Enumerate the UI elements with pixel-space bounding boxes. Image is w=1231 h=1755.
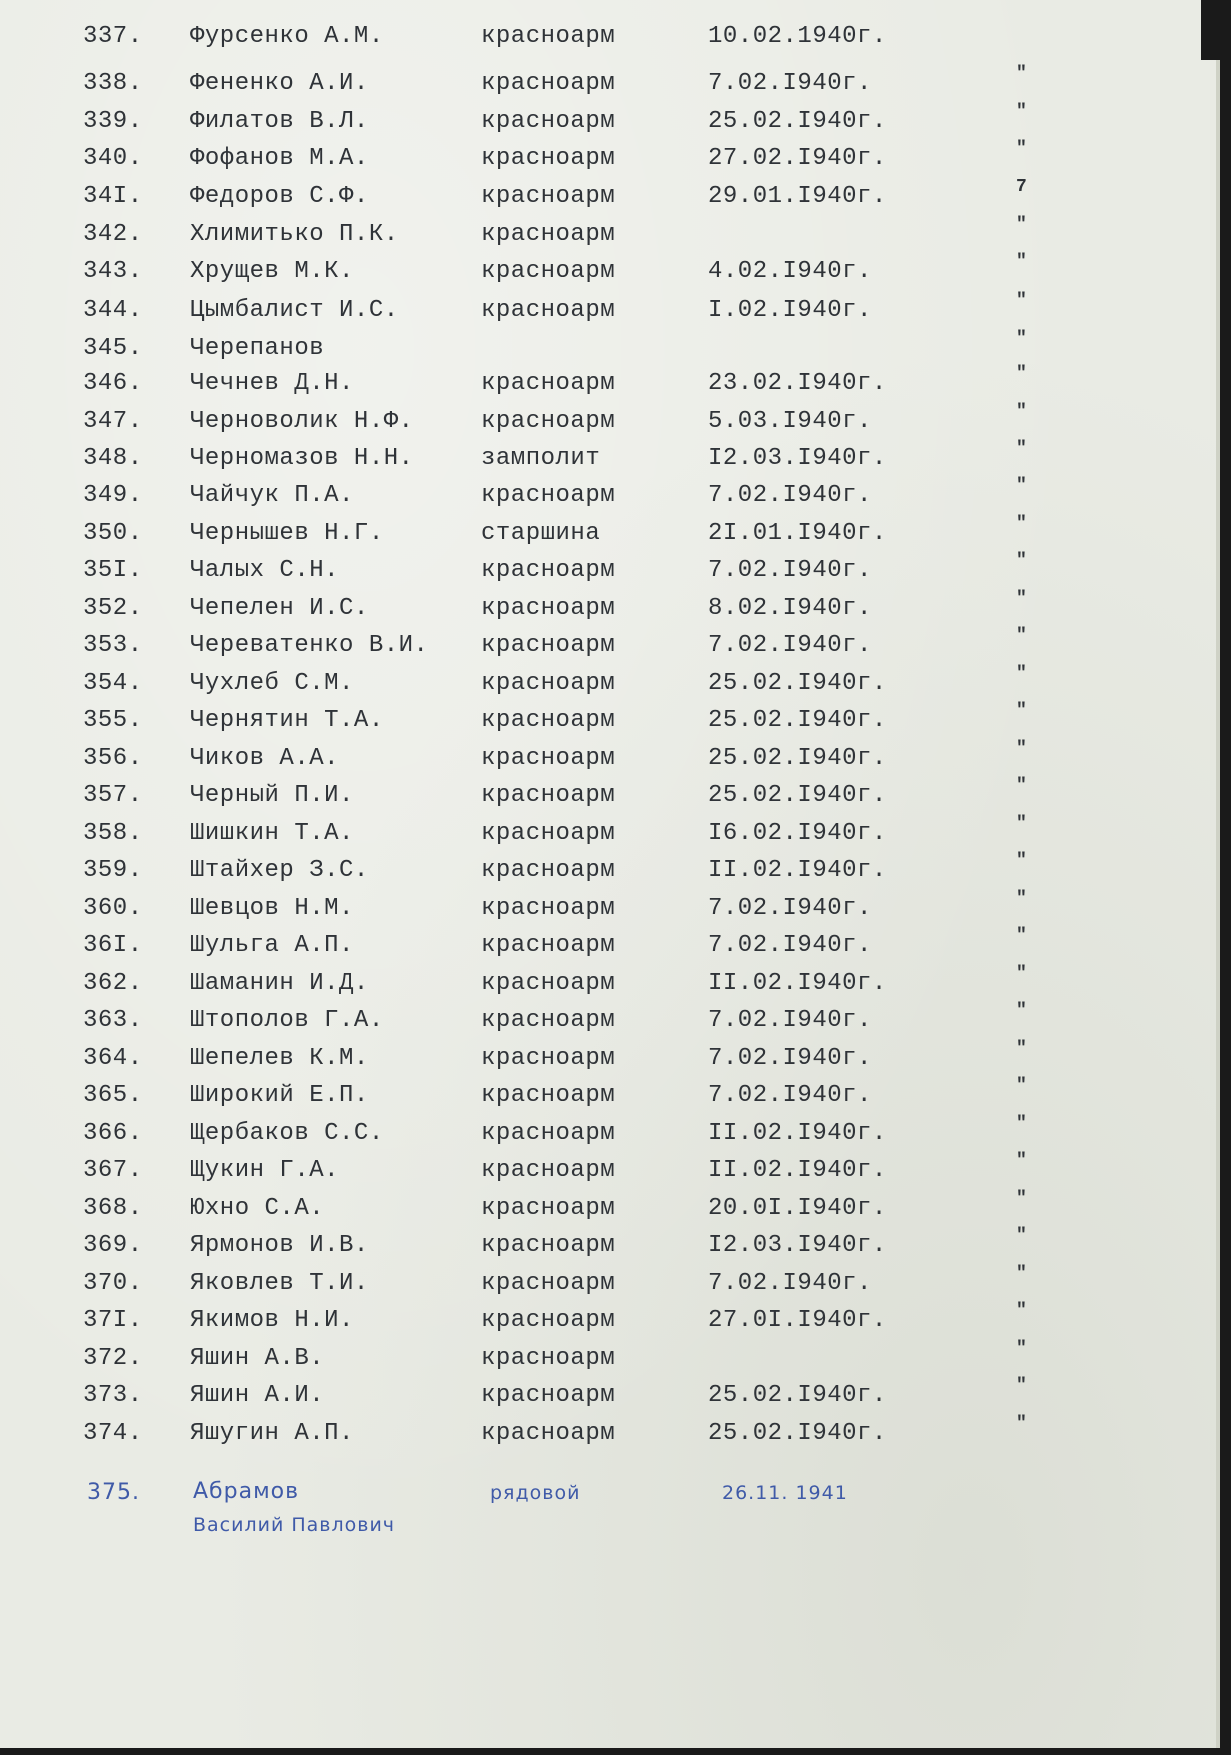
rank: красноарм [481, 258, 616, 285]
row-number: 357. [83, 782, 143, 809]
rank: красноарм [481, 820, 616, 847]
rank: красноарм [481, 408, 616, 435]
person-name: Чечнев Д.Н. [190, 370, 354, 397]
date: 7.02.I940г. [708, 70, 872, 97]
row-number: 372. [83, 1345, 143, 1372]
rank: замполит [481, 445, 601, 472]
ditto-mark: " [1016, 291, 1028, 311]
row-number: 366. [83, 1120, 143, 1147]
person-name: Чайчук П.А. [190, 482, 354, 509]
row-number: 368. [83, 1195, 143, 1222]
handwritten-entry-date: 26.11. 1941 [722, 1482, 848, 1504]
handwritten-entry-surname: Абрамов [193, 1479, 300, 1504]
ditto-mark: " [1016, 664, 1028, 684]
date: 23.02.I940г. [708, 370, 887, 397]
table-row [0, 814, 1216, 850]
date: 25.02.I940г. [708, 108, 887, 135]
ditto-mark: " [1016, 626, 1028, 646]
date: 25.02.I940г. [708, 1420, 887, 1447]
table-row [0, 851, 1216, 887]
person-name: Черный П.И. [190, 782, 354, 809]
date: 20.0I.I940г. [708, 1195, 887, 1222]
date: 25.02.I940г. [708, 670, 887, 697]
ditto-mark: " [1016, 215, 1028, 235]
person-name: Хлимитько П.К. [190, 221, 399, 248]
rank: красноарм [481, 745, 616, 772]
row-number: 354. [83, 670, 143, 697]
rank: красноарм [481, 1045, 616, 1072]
table-row [0, 664, 1216, 700]
row-number: 343. [83, 258, 143, 285]
person-name: Яшин А.В. [190, 1345, 325, 1372]
table-row [0, 402, 1216, 438]
date: 25.02.I940г. [708, 1382, 887, 1409]
rank: красноарм [481, 23, 616, 50]
rank: красноарм [481, 145, 616, 172]
table-row [0, 177, 1216, 213]
row-number: 34I. [83, 183, 143, 210]
table-row [0, 589, 1216, 625]
person-name: Шаманин И.Д. [190, 970, 369, 997]
date: 8.02.I940г. [708, 595, 872, 622]
date: II.02.I940г. [708, 970, 887, 997]
rank: красноарм [481, 1195, 616, 1222]
handwritten-entry-given-names: Василий Павлович [193, 1514, 396, 1536]
ditto-mark: " [1016, 701, 1028, 721]
rank: красноарм [481, 370, 616, 397]
row-number: 346. [83, 370, 143, 397]
person-name: Широкий Е.П. [190, 1082, 369, 1109]
row-number: 373. [83, 1382, 143, 1409]
date: 25.02.I940г. [708, 707, 887, 734]
rank: красноарм [481, 1157, 616, 1184]
row-number: 355. [83, 707, 143, 734]
row-number: 352. [83, 595, 143, 622]
date: I2.03.I940г. [708, 1232, 887, 1259]
table-row [0, 364, 1216, 400]
ditto-mark: " [1016, 329, 1028, 349]
rank: красноарм [481, 782, 616, 809]
date: 7.02.I940г. [708, 1045, 872, 1072]
table-row [0, 1414, 1216, 1450]
date: 2I.01.I940г. [708, 520, 887, 547]
ditto-mark: " [1016, 139, 1028, 159]
row-number: 370. [83, 1270, 143, 1297]
rank: красноарм [481, 1420, 616, 1447]
person-name: Яшин А.И. [190, 1382, 325, 1409]
ditto-mark: " [1016, 814, 1028, 834]
table-row [0, 102, 1216, 138]
table-row [0, 291, 1216, 327]
rank: красноарм [481, 221, 616, 248]
table-row [0, 776, 1216, 812]
rank: красноарм [481, 632, 616, 659]
person-name: Чалых С.Н. [190, 557, 340, 584]
rank: красноарм [481, 707, 616, 734]
ditto-mark: " [1016, 1226, 1028, 1246]
table-row [0, 739, 1216, 775]
ditto-mark: " [1016, 776, 1028, 796]
ditto-mark: " [1016, 1151, 1028, 1171]
person-name: Филатов В.Л. [190, 108, 369, 135]
table-row [0, 626, 1216, 662]
date: 7.02.I940г. [708, 632, 872, 659]
rank: красноарм [481, 183, 616, 210]
person-name: Яковлев Т.И. [190, 1270, 369, 1297]
table-row [0, 1151, 1216, 1187]
table-row [0, 889, 1216, 925]
rank: красноарм [481, 595, 616, 622]
ditto-mark: " [1016, 1339, 1028, 1359]
ditto-mark: " [1016, 1001, 1028, 1021]
ditto-mark: " [1016, 402, 1028, 422]
date: I6.02.I940г. [708, 820, 887, 847]
ditto-mark: " [1016, 1039, 1028, 1059]
ditto-mark: " [1016, 102, 1028, 122]
person-name: Чухлеб С.М. [190, 670, 354, 697]
person-name: Фофанов М.А. [190, 145, 369, 172]
ditto-mark: " [1016, 514, 1028, 534]
row-number: 359. [83, 857, 143, 884]
person-name: Щукин Г.А. [190, 1157, 340, 1184]
ditto-mark: " [1016, 1264, 1028, 1284]
row-number: 367. [83, 1157, 143, 1184]
row-number: 337. [83, 23, 143, 50]
person-name: Черепанов [190, 335, 325, 362]
person-name: Чернятин Т.А. [190, 707, 384, 734]
date: II.02.I940г. [708, 857, 887, 884]
person-name: Черноволик Н.Ф. [190, 408, 414, 435]
ditto-mark: " [1016, 439, 1028, 459]
person-name: Штайхер З.С. [190, 857, 369, 884]
person-name: Чернышев Н.Г. [190, 520, 384, 547]
table-row [0, 1264, 1216, 1300]
person-name: Шульга А.П. [190, 932, 354, 959]
rank: старшина [481, 520, 601, 547]
person-name: Фененко А.И. [190, 70, 369, 97]
table-row [0, 23, 1216, 53]
ditto-mark: " [1016, 64, 1028, 84]
rank: красноарм [481, 932, 616, 959]
ditto-mark: " [1016, 1189, 1028, 1209]
row-number: 340. [83, 145, 143, 172]
row-number: 349. [83, 482, 143, 509]
table-row [0, 329, 1216, 365]
date: 27.0I.I940г. [708, 1307, 887, 1334]
table-row [0, 1189, 1216, 1225]
person-name: Фурсенко А.М. [190, 23, 384, 50]
ditto-mark: " [1016, 1076, 1028, 1096]
row-number: 338. [83, 70, 143, 97]
person-name: Шишкин Т.А. [190, 820, 354, 847]
date: 7.02.I940г. [708, 1007, 872, 1034]
table-row [0, 64, 1216, 100]
date: 29.01.I940г. [708, 183, 887, 210]
ditto-mark: " [1016, 739, 1028, 759]
person-name: Шевцов Н.М. [190, 895, 354, 922]
date: 7.02.I940г. [708, 557, 872, 584]
date: I2.03.I940г. [708, 445, 887, 472]
row-number: 344. [83, 297, 143, 324]
ditto-mark: " [1016, 476, 1028, 496]
table-row [0, 964, 1216, 1000]
row-number: 37I. [83, 1307, 143, 1334]
person-name: Штополов Г.А. [190, 1007, 384, 1034]
date: I.02.I940г. [708, 297, 872, 324]
row-number: 353. [83, 632, 143, 659]
date: 7.02.I940г. [708, 1082, 872, 1109]
row-number: 362. [83, 970, 143, 997]
row-number: 345. [83, 335, 143, 362]
ditto-mark: " [1016, 1114, 1028, 1134]
rank: красноарм [481, 1120, 616, 1147]
scan-border [1201, 0, 1231, 60]
person-name: Чиков А.А. [190, 745, 340, 772]
table-row [0, 1114, 1216, 1150]
person-name: Яшугин А.П. [190, 1420, 354, 1447]
rank: красноарм [481, 482, 616, 509]
ditto-mark: " [1016, 364, 1028, 384]
handwritten-entry-rank: рядовой [490, 1482, 581, 1504]
date: II.02.I940г. [708, 1157, 887, 1184]
row-number: 374. [83, 1420, 143, 1447]
row-number: 339. [83, 108, 143, 135]
table-row [0, 1226, 1216, 1262]
date: 10.02.1940г. [708, 23, 887, 50]
row-number: 35I. [83, 557, 143, 584]
table-row [0, 514, 1216, 550]
row-number: 356. [83, 745, 143, 772]
person-name: Якимов Н.И. [190, 1307, 354, 1334]
table-row [0, 139, 1216, 175]
person-name: Шепелев К.М. [190, 1045, 369, 1072]
row-number: 36I. [83, 932, 143, 959]
table-row [0, 1339, 1216, 1375]
date: 5.03.I940г. [708, 408, 872, 435]
table-row [0, 701, 1216, 737]
rank: красноарм [481, 1007, 616, 1034]
date: 4.02.I940г. [708, 258, 872, 285]
ditto-mark: 7 [1016, 177, 1028, 197]
person-name: Ярмонов И.В. [190, 1232, 369, 1259]
person-name: Хрущев М.К. [190, 258, 354, 285]
ditto-mark: " [1016, 851, 1028, 871]
rank: красноарм [481, 857, 616, 884]
ditto-mark: " [1016, 252, 1028, 272]
person-name: Чепелен И.С. [190, 595, 369, 622]
handwritten-entry-number: 375. [87, 1480, 140, 1505]
ditto-mark: " [1016, 1376, 1028, 1396]
row-number: 365. [83, 1082, 143, 1109]
table-row [0, 215, 1216, 251]
person-name: Щербаков С.С. [190, 1120, 384, 1147]
row-number: 342. [83, 221, 143, 248]
date: 7.02.I940г. [708, 895, 872, 922]
rank: красноарм [481, 1382, 616, 1409]
table-row [0, 551, 1216, 587]
date: 27.02.I940г. [708, 145, 887, 172]
rank: красноарм [481, 70, 616, 97]
table-row [0, 1001, 1216, 1037]
rank: красноарм [481, 108, 616, 135]
table-row [0, 252, 1216, 288]
table-row [0, 439, 1216, 475]
date: 25.02.I940г. [708, 782, 887, 809]
rank: красноарм [481, 970, 616, 997]
person-name: Федоров С.Ф. [190, 183, 369, 210]
date: 25.02.I940г. [708, 745, 887, 772]
rank: красноарм [481, 1345, 616, 1372]
rank: красноарм [481, 1307, 616, 1334]
row-number: 364. [83, 1045, 143, 1072]
rank: красноарм [481, 1232, 616, 1259]
ditto-mark: " [1016, 964, 1028, 984]
date: II.02.I940г. [708, 1120, 887, 1147]
ditto-mark: " [1016, 551, 1028, 571]
row-number: 369. [83, 1232, 143, 1259]
rank: красноарм [481, 1082, 616, 1109]
row-number: 350. [83, 520, 143, 547]
table-row [0, 926, 1216, 962]
rank: красноарм [481, 297, 616, 324]
table-row [0, 1039, 1216, 1075]
person-name: Юхно С.А. [190, 1195, 325, 1222]
table-row [0, 1376, 1216, 1412]
row-number: 347. [83, 408, 143, 435]
table-row [0, 1301, 1216, 1337]
ditto-mark: " [1016, 589, 1028, 609]
person-name: Цымбалист И.С. [190, 297, 399, 324]
table-row [0, 476, 1216, 512]
date: 7.02.I940г. [708, 1270, 872, 1297]
rank: красноарм [481, 557, 616, 584]
person-name: Череватенко В.И. [190, 632, 429, 659]
ditto-mark: " [1016, 889, 1028, 909]
rank: красноарм [481, 1270, 616, 1297]
ditto-mark: " [1016, 1414, 1028, 1434]
date: 7.02.I940г. [708, 932, 872, 959]
ditto-mark: " [1016, 926, 1028, 946]
row-number: 363. [83, 1007, 143, 1034]
table-row [0, 1076, 1216, 1112]
ditto-mark: " [1016, 1301, 1028, 1321]
rank: красноарм [481, 670, 616, 697]
row-number: 348. [83, 445, 143, 472]
date: 7.02.I940г. [708, 482, 872, 509]
person-name: Черномазов Н.Н. [190, 445, 414, 472]
row-number: 358. [83, 820, 143, 847]
row-number: 360. [83, 895, 143, 922]
rank: красноарм [481, 895, 616, 922]
